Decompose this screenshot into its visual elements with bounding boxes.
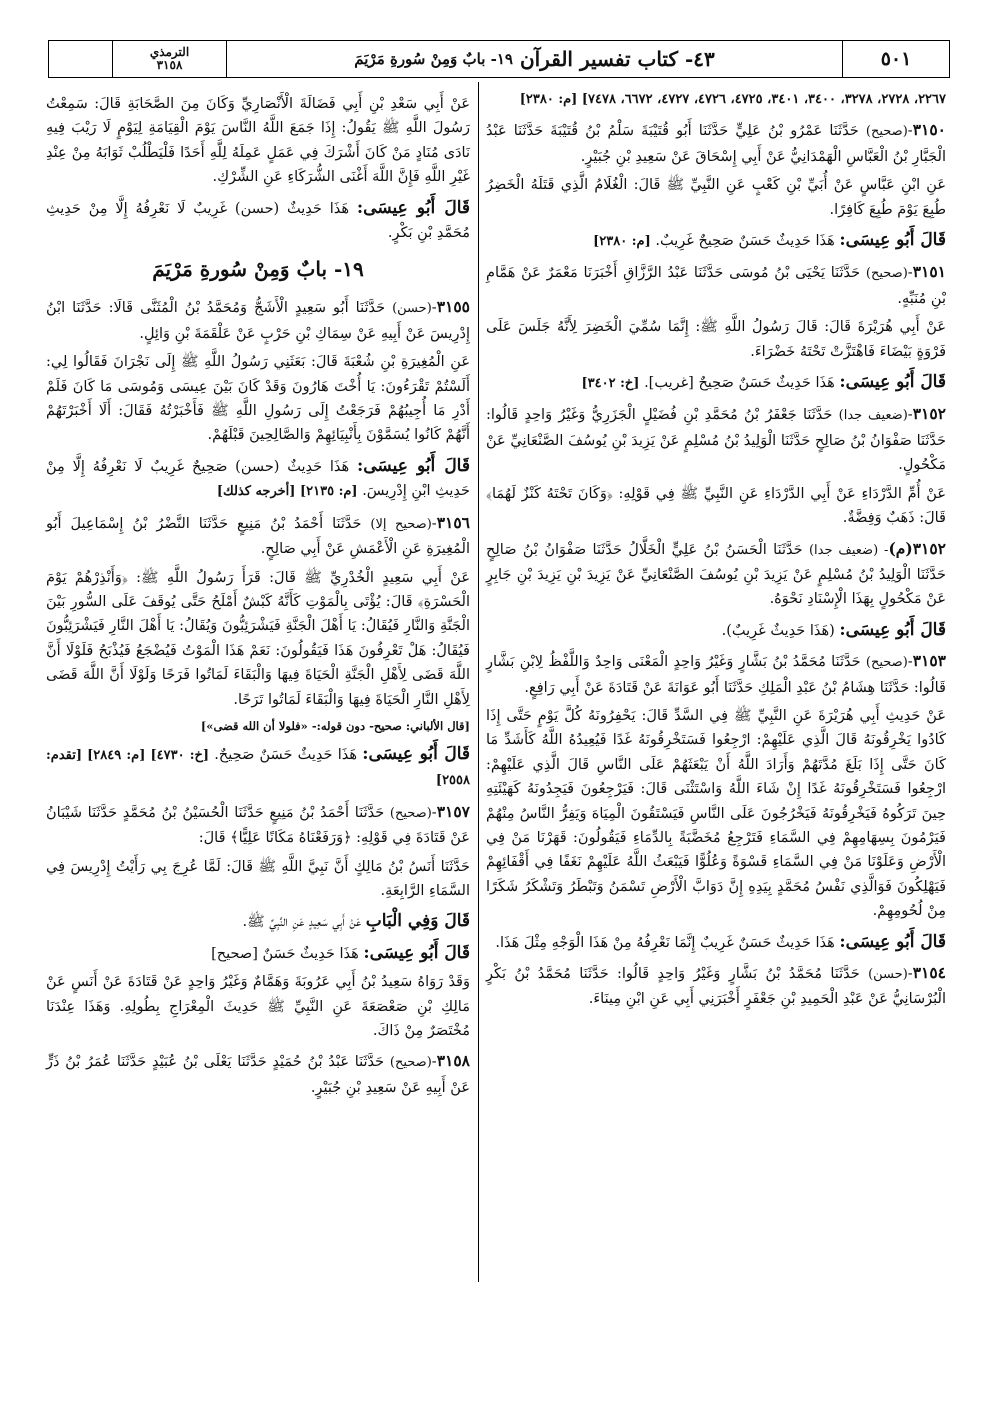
hadith-matn: عَنْ أَبِي سَعِيدٍ الْخُدْرِيِّ ﷺ قَالَ: قَرَأَ رَسُولُ اللَّهِ ﷺ: ﴿وَأَنْذِرْهُمْ يَوْمَ الْحَسْرَةِ﴾ قَالَ: يُؤْتَى بِالْمَوْتِ كَأَنَّهُ كَبْشٌ أَمْلَحُ حَتَّى يُوقَفَ عَلَى السُّورِ بَيْنَ الْجَنَّةِ وَالنَّارِ فَيُقَالُ: يَا أَهْلَ الْجَنَّةِ فَيَشْرَئِبُّونَ وَيُقَالُ: يَا أَهْلَ النَّارِ فَيَشْرَئِبُّونَ فَيُقَالُ: هَلْ تَعْرِفُونَ هَذَا فَيَقُولُونَ: نَعَمْ هَذَا الْمَوْتُ فَيُضْجَعُ فَيُذْبَحُ فَلَوْلَا أَنَّ اللَّهَ قَضَى لِأَهْلِ الْجَنَّةِ الْحَيَاةَ فِيهَا وَالْبَقَاءَ لَمَاتُوا فَرَحًا وَلَوْلَا أَنَّ اللَّهَ قَضَى لِأَهْلِ النَّارِ الْحَيَاةَ فِيهَا وَالْبَقَاءَ لَمَاتُوا تَرَحًا. <box>46 569 470 708</box>
hadith-number: ٣١٥٥ <box>436 297 470 317</box>
hadith-grade: (صحيح) <box>865 655 908 671</box>
book-title: ٤٣- كتاب تفسير القرآن <box>519 47 715 71</box>
hadith-number: ٣١٥٦ <box>436 512 470 532</box>
hadith-matn: عَنْ أَبِي سَعْدِ بْنِ أَبِي فَضَالَةَ الْأَنْصَارِيِّ وَكَانَ مِنَ الصَّحَابَةِ قَالَ: سَمِعْتُ رَسُولَ اللَّهِ ﷺ يَقُولُ: إِذَا جَمَعَ اللَّهُ النَّاسَ يَوْمَ الْقِيَامَةِ لِيَوْمٍ لَا رَيْبَ فِيهِ نَادَى مُنَادٍ مَنْ كَانَ أَشْرَكَ فِي عَمَلٍ عَمِلَهُ لِلَّهِ أَحَدًا فَلْيَطْلُبْ ثَوَابَهُ مِنْ عِنْدِ غَيْرِ اللَّهِ فَإِنَّ اللَّهَ أَغْنَى الشُّرَكَاءِ عَنِ الشِّرْكِ. <box>46 96 470 186</box>
qala-text: هَذَا حَدِيثٌ حَسَنٌ [صحيح] <box>211 945 364 962</box>
hadith-3154: ٣١٥٤-(حسن) حَدَّثَنَا مُحَمَّدُ بْنُ بَشَّارٍ وَغَيْرُ وَاحِدٍ قَالُوا: حَدَّثَنَا مُحَمَّدُ بْنُ بَكْرٍ الْبُرْسَانِيُّ عَنْ عَبْدِ الْحَمِيدِ بْنِ جَعْفَرٍ أَخْبَرَنِي أَبِي عَنِ ابْنِ مِينَاءَ. <box>486 963 946 1008</box>
qala-ref: [م: ٢٣٨٠] <box>593 234 651 250</box>
page-number: ٥٠١ <box>880 48 912 70</box>
qala-label: قَالَ أَبُو عِيسَى: <box>356 455 470 476</box>
hadith-isnad: حَدَّثَنَا أَحْمَدُ بْنُ مَنِيعٍ حَدَّثَنَا النَّضْرُ بْنُ إِسْمَاعِيلَ أَبُو الْمُغِيرَةِ عَنِ الْأَعْمَشِ عَنْ أَبِي صَالِحٍ. <box>46 515 470 558</box>
qala-text: هَذَا حَدِيثٌ (حسن) صَحِيحٌ غَرِيبٌ لَا نَعْرِفُهُ إِلَّا مِنْ حَدِيثِ ابْنِ إِدْرِيسَ. <box>46 458 470 500</box>
qala-text: (هَذَا حَدِيثٌ غَرِيبٌ). <box>721 622 840 639</box>
hadith-grade: (حسن) <box>868 967 908 982</box>
qala-text: عَنْ أَبِي سَعِيدٍ عَنِ النَّبِيِّ ﷺ. <box>242 914 366 931</box>
header-blank-cell <box>49 41 113 77</box>
hadith-grade: (صحيح) <box>389 805 432 821</box>
hadith-grade: (حسن) <box>392 301 432 317</box>
qala-label: قَالَ أَبُو عِيسَى: <box>362 743 470 764</box>
hadith-isnad: حَدَّثَنَا عَبْدُ بْنُ حُمَيْدٍ حَدَّثَنَا يَعْلَى بْنُ عُبَيْدٍ حَدَّثَنَا عُمَرُ بْنُ ذَرٍّ عَنْ أَبِيهِ عَنْ سَعِيدِ بْنِ جُبَيْرٍ. <box>46 1054 470 1096</box>
hadith-extra: وَقَدْ رَوَاهُ سَعِيدُ بْنُ أَبِي عَرُوبَةَ وَهَمَّامٌ وَغَيْرُ وَاحِدٍ عَنْ قَتَادَةَ عَنْ أَنَسٍ عَنْ مَالِكِ بْنِ صَعْصَعَةَ عَنِ النَّبِيِّ ﷺ حَدِيثَ الْمِعْرَاجِ بِطُولِهِ. وَهَذَا عِنْدَنَا مُخْتَصَرٌ مِنْ ذَاكَ. <box>46 974 470 1039</box>
tirmidhi-comment <box>486 930 946 955</box>
hadith-grade: (ضعيف جدا) <box>838 408 908 424</box>
qala-label: قَالَ أَبُو عِيسَى: <box>356 197 470 218</box>
hadith-matn: عَنْ أَبِي هُرَيْرَةَ قَالَ: قَالَ رَسُولُ اللَّهِ ﷺ: إِنَّمَا سُمِّيَ الْخَضِرَ لِأَنَّهُ جَلَسَ عَلَى فَرْوَةٍ بَيْضَاءَ فَاهْتَزَّتْ تَحْتَهُ خَضْرَاءَ. <box>486 319 946 360</box>
hadith-3156: ٣١٥٦-(صحيح إلا) حَدَّثَنَا أَحْمَدُ بْنُ مَنِيعٍ حَدَّثَنَا النَّضْرُ بْنُ إِسْمَاعِيلَ أَبُو الْمُغِيرَةِ عَنِ الْأَعْمَشِ عَنْ أَبِي صَالِحٍ. <box>46 512 470 558</box>
hadith-3153: ٣١٥٣-(صحيح) حَدَّثَنَا مُحَمَّدُ بْنُ بَشَّارٍ وَغَيْرُ وَاحِدٍ الْمَعْنَى وَاحِدٌ وَاللَّفْظُ لِابْنِ بَشَّارٍ قَالُوا: حَدَّثَنَا هِشَامُ بْنُ عَبْدِ الْمَلِكِ حَدَّثَنَا أَبُو عَوَانَةَ عَنْ قَتَادَةَ عَنْ أَبِي رَافِعٍ. <box>486 651 946 696</box>
hadith-3158: ٣١٥٨-(صحيح) حَدَّثَنَا عَبْدُ بْنُ حُمَيْدٍ حَدَّثَنَا يَعْلَى بْنُ عُبَيْدٍ حَدَّثَنَا عُمَرُ بْنُ ذَرٍّ عَنْ أَبِيهِ عَنْ سَعِيدِ بْنِ جُبَيْرٍ. <box>46 1051 470 1096</box>
qala-text: هَذَا حَدِيثٌ حَسَنٌ صَحِيحٌ غَرِيبٌ. <box>655 233 840 250</box>
hadith-number: ٣١٥٠ <box>912 120 946 140</box>
hadith-number: ٣١٥٣ <box>912 651 946 671</box>
qala-label: قَالَ وَفِي الْبَابِ <box>365 911 470 932</box>
hadith-3152: ٣١٥٢-(ضعيف جدا) حَدَّثَنَا جَعْفَرُ بْنُ مُحَمَّدِ بْنِ فُضَيْلٍ الْجَزَرِيُّ وَغَيْرُ وَاحِدٍ قَالُوا: حَدَّثَنَا صَفْوَانُ بْنُ صَالِحٍ حَدَّثَنَا الْوَلِيدُ بْنُ مُسْلِمٍ عَنْ يَزِيدَ بْنِ يُوسُفَ الصَّنْعَانِيِّ عَنْ مَكْحُولٍ. <box>486 404 946 474</box>
qala-label: قَالَ أَبُو عِيسَى: <box>839 230 946 251</box>
right-column <box>486 88 946 1012</box>
chapter-subtitle: ١٩- بابٌ وَمِنْ سُورةِ مَرْيَمَ <box>354 50 513 68</box>
hadith-3155: ٣١٥٥-(حسن) حَدَّثَنَا أَبُو سَعِيدٍ الْأَشَجُّ وَمُحَمَّدُ بْنُ الْمُثَنَّى قَالَا: حَدَّثَنَا ابْنُ إِدْرِيسَ عَنْ أَبِيهِ عَنْ سِمَاكِ بْنِ حَرْبٍ عَنْ عَلْقَمَةَ بْنِ وَائِلٍ. <box>46 297 470 342</box>
tirmidhi-comment <box>46 742 470 794</box>
hadith-matn: عَنْ حَدِيثِ أَبِي هُرَيْرَةَ عَنِ النَّبِيِّ ﷺ فِي السَّدِّ قَالَ: يَحْفِرُونَهُ كُلَّ يَوْمٍ حَتَّى إِذَا كَادُوا يَخْرِقُونَهُ قَالَ الَّذِي عَلَيْهِمْ: ارْجِعُوا فَسَتَخْرِقُونَهُ غَدًا فَيُعِيدُهُ اللَّهُ كَأَشَدِّ مَا كَانَ حَتَّى إِذَا بَلَغَ مُدَّتَهُمْ وَأَرَادَ اللَّهُ أَنْ يَبْعَثَهُمْ عَلَى النَّاسِ قَالَ الَّذِي عَلَيْهِمْ: ارْجِعُوا فَسَتَخْرِقُونَهُ غَدًا إِنْ شَاءَ اللَّهُ وَاسْتَثْنَى قَالَ: فَيَرْجِعُونَ فَيَجِدُونَهُ كَهَيْئَتِهِ حِينَ تَرَكُوهُ فَيَخْرِقُونَهُ فَيَخْرُجُونَ عَلَى النَّاسِ فَيَسْتَقُونَ الْمِيَاهَ وَيَفِرُّ النَّاسُ مِنْهُمْ فَيَرْمُونَ بِسِهَامِهِمْ فِي السَّمَاءِ فَتَرْجِعُ مُخَضَّبَةً بِالدِّمَاءِ فَيَقُولُونَ: قَهَرْنَا مَنْ فِي الْأَرْضِ وَعَلَوْنَا مَنْ فِي السَّمَاءِ قَسْوَةً وَعُلُوًّا فَيَبْعَثُ اللَّهُ عَلَيْهِمْ نَغَفًا فِي أَقْفَائِهِمْ فَيَهْلِكُونَ فَوَالَّذِي نَفْسُ مُحَمَّدٍ بِيَدِهِ إِنَّ دَوَابَّ الْأَرْضِ تَسْمَنُ وَتَبْطَرُ وَتَشْكَرُ شَكَرًا مِنْ لُحُومِهِمْ. <box>486 707 946 920</box>
qala-ref: [خ: ٤٧٣٠] [م: ٢٨٤٩] [تقدم: ٢٥٥٨] <box>46 747 470 789</box>
qala-ref: [خ: ٣٤٠٢] <box>581 376 640 392</box>
qala-text: هَذَا حَدِيثٌ حَسَنٌ صَحِيحٌ [غريب]. <box>644 375 840 392</box>
hadith-isnad: حَدَّثَنَا جَعْفَرُ بْنُ مُحَمَّدِ بْنِ فُضَيْلٍ الْجَزَرِيُّ وَغَيْرُ وَاحِدٍ قَالُوا: حَدَّثَنَا صَفْوَانُ بْنُ صَالِحٍ حَدَّثَنَا الْوَلِيدُ بْنُ مُسْلِمٍ عَنْ يَزِيدَ بْنِ يُوسُفَ الصَّنْعَانِيِّ عَنْ مَكْحُولٍ. <box>486 407 946 474</box>
hadith-number: ٣١٥٢ <box>912 404 946 424</box>
refs-top: ٢٢٦٧، ٢٧٢٨، ٣٢٧٨، ٣٤٠٠، ٣٤٠١، ٤٧٢٥، ٤٧٢٦، ٤٧٢٧، ٦٦٧٢، ٧٤٧٨] [م: ٢٣٨٠] <box>519 92 946 107</box>
header-title <box>227 41 843 77</box>
tirmidhi-comment <box>486 370 946 396</box>
hadith-number: ٣١٥٤ <box>912 963 946 982</box>
tirmidhi-comment <box>46 909 470 934</box>
albani-note: [قال الألباني: صحيح- دون قوله:- «فلولا أن الله قضى»] <box>200 718 470 733</box>
hadith-number: ٣١٥٨ <box>436 1051 470 1071</box>
hadith-number: ٣١٥٢(م) <box>888 538 947 558</box>
hadith-grade: (صحيح) <box>865 266 908 282</box>
chapter-heading: ١٩- بابٌ وَمِنْ سُورةِ مَرْيَمَ <box>152 257 364 282</box>
hadith-isnad: حَدَّثَنَا الْحَسَنُ بْنُ عَلِيٍّ الْخَلَّالُ حَدَّثَنَا صَفْوَانُ بْنُ صَالِحٍ حَدَّثَنَا الْوَلِيدُ بْنُ مُسْلِمٍ عَنْ يَزِيدَ بْنِ يُوسُفَ الصَّنْعَانِيِّ عَنْ يَزِيدَ بْنِ يَزِيدَ بْنِ جَابِرٍ عَنْ مَكْحُولٍ بِهَذَا الْإِسْنَادِ نَحْوَهُ. <box>486 541 946 608</box>
hadith-number: ٣١٥١ <box>912 262 946 282</box>
qala-label: قَالَ أَبُو عِيسَى: <box>839 931 946 952</box>
book-label: الترمذي <box>149 45 190 60</box>
page-header <box>48 40 950 78</box>
hadith-isnad: حَدَّثَنَا عَمْرُو بْنُ عَلِيٍّ حَدَّثَنَا أَبُو قُتَيْبَةَ سَلْمُ بْنُ قُتَيْبَةَ حَدَّثَنَا عَبْدُ الْجَبَّارِ بْنُ الْعَبَّاسِ الْهَمْدَانِيُّ عَنْ أَبِي إِسْحَاقَ عَنْ سَعِيدِ بْنِ جُبَيْرٍ. <box>486 123 946 165</box>
hadith-grade: - (ضعيف جدا) <box>808 542 889 558</box>
left-column <box>46 88 470 1100</box>
tirmidhi-comment <box>486 228 946 254</box>
tirmidhi-comment <box>486 618 946 643</box>
qala-label: قَالَ أَبُو عِيسَى: <box>839 372 946 393</box>
qala-text: هَذَا حَدِيثٌ حَسَنٌ صَحِيحٌ. <box>214 746 363 763</box>
hadith-grade: (صحيح) <box>865 124 908 140</box>
hadith-matn: عَنِ ابْنِ عَبَّاسٍ عَنْ أُبَيِّ بْنِ كَعْبٍ عَنِ النَّبِيِّ ﷺ قَالَ: الْغُلَامُ الَّذِي قَتَلَهُ الْخَضِرُ طُبِعَ يَوْمَ طُبِعَ كَافِرًا. <box>486 177 946 218</box>
qala-label: قَالَ أَبُو عِيسَى: <box>839 619 946 640</box>
hadith-isnad: حَدَّثَنَا مُحَمَّدُ بْنُ بَشَّارٍ وَغَيْرُ وَاحِدٍ قَالُوا: حَدَّثَنَا مُحَمَّدُ بْنُ بَكْرٍ الْبُرْسَانِيُّ عَنْ عَبْدِ الْحَمِيدِ بْنِ جَعْفَرٍ أَخْبَرَنِي أَبِي عَنِ ابْنِ مِينَاءَ. <box>486 966 946 1008</box>
hadith-3152m <box>486 537 946 612</box>
qala-text: هَذَا حَدِيثٌ (حسن) غَرِيبٌ لَا نَعْرِفُهُ إِلَّا مِنْ حَدِيثِ مُحَمَّدِ بْنِ بَكْرٍ. <box>46 200 470 242</box>
hadith-isnad: حَدَّثَنَا أَحْمَدُ بْنُ مَنِيعٍ حَدَّثَنَا الْحُسَيْنُ بْنُ مُحَمَّدٍ حَدَّثَنَا شَيْبَانُ عَنْ قَتَادَةَ فِي قَوْلِهِ: ﴿وَرَفَعْنَاهُ مَكَانًا عَلِيًّا﴾ قَالَ: <box>46 804 470 847</box>
hadith-number: ٣١٥٧ <box>436 801 470 821</box>
tirmidhi-comment <box>46 941 470 966</box>
header-book-ref <box>113 41 227 77</box>
tirmidhi-comment <box>46 196 470 246</box>
qala-text: هَذَا حَدِيثٌ حَسَنٌ غَرِيبٌ إِنَّمَا نَعْرِفُهُ مِنْ هَذَا الْوَجْهِ مِثْلَ هَذَا. <box>495 934 840 951</box>
hadith-3150: ٣١٥٠-(صحيح) حَدَّثَنَا عَمْرُو بْنُ عَلِيٍّ حَدَّثَنَا أَبُو قُتَيْبَةَ سَلْمُ بْنُ قُتَيْبَةَ حَدَّثَنَا عَبْدُ الْجَبَّارِ بْنُ الْعَبَّاسِ الْهَمْدَانِيُّ عَنْ أَبِي إِسْحَاقَ عَنْ سَعِيدِ بْنِ جُبَيْرٍ. <box>486 120 946 165</box>
hadith-matn: عَنِ الْمُغِيرَةِ بْنِ شُعْبَةَ قَالَ: بَعَثَنِي رَسُولُ اللَّهِ ﷺ إِلَى نَجْرَانَ فَقَالُوا لِي: أَلَسْتُمْ تَقْرَءُونَ: يَا أُخْتَ هَارُونَ وَقَدْ كَانَ بَيْنَ عِيسَى وَمُوسَى مَا كَانَ فَلَمْ أَدْرِ مَا أُجِيبُهُمْ فَرَجَعْتُ إِلَى رَسُولِ اللَّهِ ﷺ فَأَخْبَرْتُهُ فَقَالَ: أَلَا أَخْبَرْتَهُمْ أَنَّهُمْ كَانُوا يُسَمَّوْنَ بِأَنْبِيَائِهِمْ وَالصَّالِحِينَ قَبْلَهُمْ. <box>46 354 470 444</box>
hadith-grade: (صحيح) <box>389 1055 432 1071</box>
column-divider <box>478 82 479 1282</box>
hadith-3151: ٣١٥١-(صحيح) حَدَّثَنَا يَحْيَى بْنُ مُوسَى حَدَّثَنَا عَبْدُ الرَّزَّاقِ أَخْبَرَنَا مَعْمَرٌ عَنْ هَمَّامِ بْنِ مُنَبِّهٍ. <box>486 262 946 307</box>
hadith-isnad: حَدَّثَنَا يَحْيَى بْنُ مُوسَى حَدَّثَنَا عَبْدُ الرَّزَّاقِ أَخْبَرَنَا مَعْمَرٌ عَنْ هَمَّامِ بْنِ مُنَبِّهٍ. <box>486 265 946 307</box>
hadith-matn: حَدَّثَنَا أَنَسُ بْنُ مَالِكٍ أَنَّ نَبِيَّ اللَّهِ ﷺ قَالَ: لَمَّا عُرِجَ بِي رَأَيْتُ إِدْرِيسَ فِي السَّمَاءِ الرَّابِعَةِ. <box>46 858 470 899</box>
tirmidhi-comment <box>46 454 470 505</box>
qala-ref: [م: ٢١٣٥] [أخرجه كذلك] <box>216 484 358 500</box>
hadith-grade: (صحيح إلا) <box>370 516 432 532</box>
hadith-3157: ٣١٥٧-(صحيح) حَدَّثَنَا أَحْمَدُ بْنُ مَنِيعٍ حَدَّثَنَا الْحُسَيْنُ بْنُ مُحَمَّدٍ حَدَّثَنَا شَيْبَانُ عَنْ قَتَادَةَ فِي قَوْلِهِ: ﴿وَرَفَعْنَاهُ مَكَانًا عَلِيًّا﴾ قَالَ: <box>46 801 470 847</box>
book-number: ٣١٥٨ <box>156 58 183 72</box>
qala-label: قَالَ أَبُو عِيسَى: <box>363 942 470 963</box>
hadith-isnad: حَدَّثَنَا أَبُو سَعِيدٍ الْأَشَجُّ وَمُحَمَّدُ بْنُ الْمُثَنَّى قَالَا: حَدَّثَنَا ابْنُ إِدْرِيسَ عَنْ أَبِيهِ عَنْ سِمَاكِ بْنِ حَرْبٍ عَنْ عَلْقَمَةَ بْنِ وَائِلٍ. <box>46 300 470 342</box>
hadith-isnad: حَدَّثَنَا مُحَمَّدُ بْنُ بَشَّارٍ وَغَيْرُ وَاحِدٍ الْمَعْنَى وَاحِدٌ وَاللَّفْظُ لِابْنِ بَشَّارٍ قَالُوا: حَدَّثَنَا هِشَامُ بْنُ عَبْدِ الْمَلِكِ حَدَّثَنَا أَبُو عَوَانَةَ عَنْ قَتَادَةَ عَنْ أَبِي رَافِعٍ. <box>486 654 946 696</box>
hadith-matn: عَنْ أُمِّ الدَّرْدَاءِ عَنْ أَبِي الدَّرْدَاءِ عَنِ النَّبِيِّ ﷺ فِي قَوْلِهِ: ﴿وَكَانَ تَحْتَهُ كَنْزٌ لَهُمَا﴾ قَالَ: ذَهَبٌ وَفِضَّةٌ. <box>486 485 946 527</box>
